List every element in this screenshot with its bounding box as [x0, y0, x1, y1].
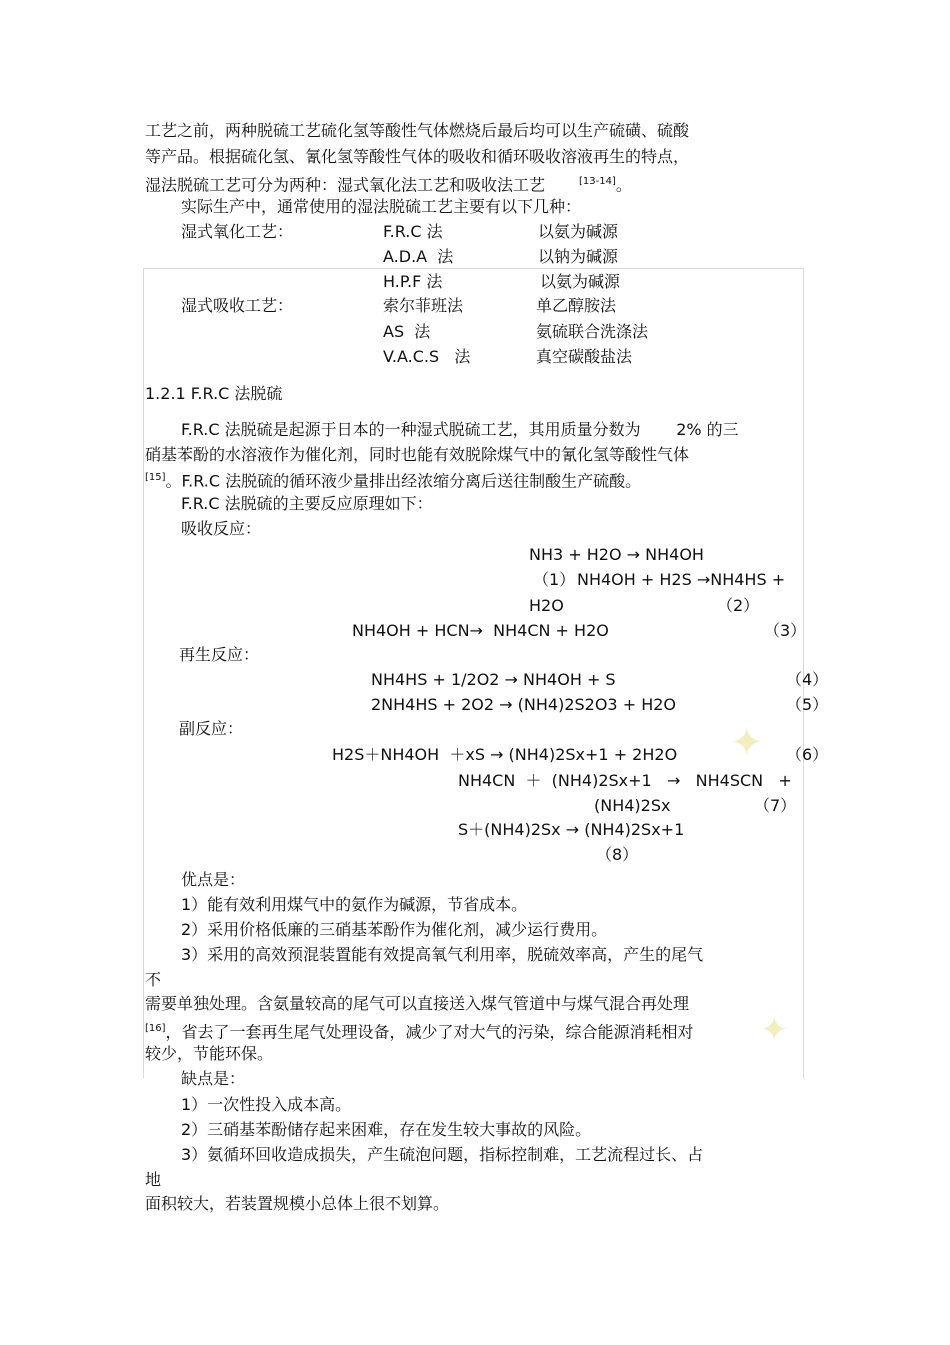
list-item-cont: 地 — [145, 1170, 162, 1189]
watermark-decoration: ✦ — [760, 1010, 789, 1050]
method-desc: 以钠为碱源 — [538, 247, 619, 266]
equation-4: NH4HS + 1/2O2 → NH4OH + S — [371, 670, 616, 689]
list-item-cont: 需要单独处理。含氨量较高的尾气可以直接送入煤气管道中与煤气混合再处理 — [145, 994, 690, 1013]
intro-line-4: 实际生产中，通常使用的湿法脱硫工艺主要有以下几种： — [181, 197, 582, 216]
list-item: 3）采用的高效预混装置能有效提高氧气利用率，脱硫效率高，产生的尾气 — [181, 945, 704, 964]
equation-number: （8） — [596, 845, 639, 864]
list-item: 2）采用价格低廉的三硝基苯酚作为催化剂，减少运行费用。 — [181, 920, 608, 939]
disadvantages-label: 缺点是： — [181, 1069, 246, 1088]
equation-5: 2NH4HS + 2O2 → (NH4)2S2O3 + H2O — [371, 695, 676, 714]
paragraph-line: 硝基苯酚的水溶液作为催化剂，同时也能有效脱除煤气中的氰化氢等酸性气体 — [145, 445, 690, 464]
method-name: 索尔菲班法 — [383, 296, 464, 315]
method-name: F.R.C 法 — [383, 222, 443, 241]
method-name: A.D.A 法 — [383, 247, 454, 266]
equation-number: （3） — [764, 621, 807, 640]
method-name: H.P.F 法 — [383, 272, 443, 291]
equation-number: （6） — [786, 745, 829, 764]
citation: [16] — [145, 1023, 166, 1034]
citation: [15] — [145, 472, 166, 483]
method-name: V.A.C.S 法 — [383, 347, 471, 366]
list-item: 1）能有效利用煤气中的氨作为碱源，节省成本。 — [181, 895, 528, 914]
equation-number: （4） — [786, 670, 829, 689]
paragraph-line: [15]。F.R.C 法脱硫的循环液少量排出经浓缩分离后送往制酸生产硫酸。 — [145, 471, 642, 491]
equation-2-cont: H2O — [529, 596, 564, 615]
method-desc: 单乙醇胺法 — [536, 296, 617, 315]
equation-number: （2） — [717, 596, 760, 615]
method-desc: 以氨为碱源 — [540, 272, 621, 291]
citation: [13-14] — [579, 176, 616, 187]
equation-3: NH4OH + HCN→ NH4CN + H2O — [352, 621, 609, 640]
intro-line-1: 工艺之前，两种脱硫工艺硫化氢等酸性气体燃烧后最后均可以生产硫磺、硫酸 — [145, 121, 690, 140]
frame-top-line — [143, 268, 804, 269]
side-label: 副反应： — [179, 719, 244, 738]
list-item-cont: 面积较大，若装置规模小总体上很不划算。 — [145, 1194, 450, 1213]
equation-number: （7） — [754, 796, 797, 815]
equation-7-cont: (NH4)2Sx — [594, 796, 671, 815]
watermark-decoration: ✦ — [730, 720, 764, 766]
equation-number: （5） — [786, 695, 829, 714]
equation-number: （1） — [533, 570, 576, 589]
paragraph-line: F.R.C 法脱硫是起源于日本的一种湿式脱硫工艺，其用质量分数为 2% 的三 — [181, 420, 739, 439]
oxidation-label: 湿式氧化工艺： — [181, 222, 294, 241]
list-item: 2）三硝基苯酚储存起来困难，存在发生较大事故的风险。 — [181, 1120, 592, 1139]
intro-line-2: 等产品。根据硫化氢、氰化氢等酸性气体的吸收和循环吸收溶液再生的特点， — [145, 147, 690, 166]
equation-6: H2S＋NH4OH ＋xS → (NH4)2Sx+1 + 2H2O — [332, 745, 678, 764]
absorption-label: 湿式吸收工艺： — [181, 296, 294, 315]
equation-8: S＋(NH4)2Sx → (NH4)2Sx+1 — [458, 820, 685, 839]
equation-2: NH4OH + H2S →NH4HS + — [577, 570, 786, 589]
method-name: AS 法 — [383, 322, 431, 341]
list-item-cont: 较少，节能环保。 — [145, 1044, 274, 1063]
frame-left-line — [143, 268, 144, 1078]
list-item: 1）一次性投入成本高。 — [181, 1095, 352, 1114]
section-heading: 1.2.1 F.R.C 法脱硫 — [145, 384, 283, 403]
advantages-label: 优点是： — [181, 870, 246, 889]
method-desc: 氨硫联合洗涤法 — [536, 322, 649, 341]
paragraph-line: F.R.C 法脱硫的主要反应原理如下： — [181, 494, 433, 513]
list-item: 3）氨循环回收造成损失，产生硫泡问题，指标控制难，工艺流程过长、占 — [181, 1145, 704, 1164]
equation-1: NH3 + H2O → NH4OH — [529, 545, 704, 564]
list-item-cont: [16]，省去了一套再生尾气处理设备，减少了对大气的污染，综合能源消耗相对 — [145, 1022, 694, 1042]
equation-7: NH4CN ＋ (NH4)2Sx+1 → NH4SCN + — [458, 771, 792, 790]
intro-line-3: 湿法脱硫工艺可分为两种：湿式氧化法工艺和吸收法工艺 [13-14]。 — [145, 175, 632, 195]
method-desc: 以氨为碱源 — [538, 222, 619, 241]
method-desc: 真空碳酸盐法 — [536, 347, 633, 366]
absorb-label: 吸收反应： — [181, 519, 262, 538]
regen-label: 再生反应： — [179, 645, 260, 664]
list-item-cont: 不 — [145, 970, 162, 989]
